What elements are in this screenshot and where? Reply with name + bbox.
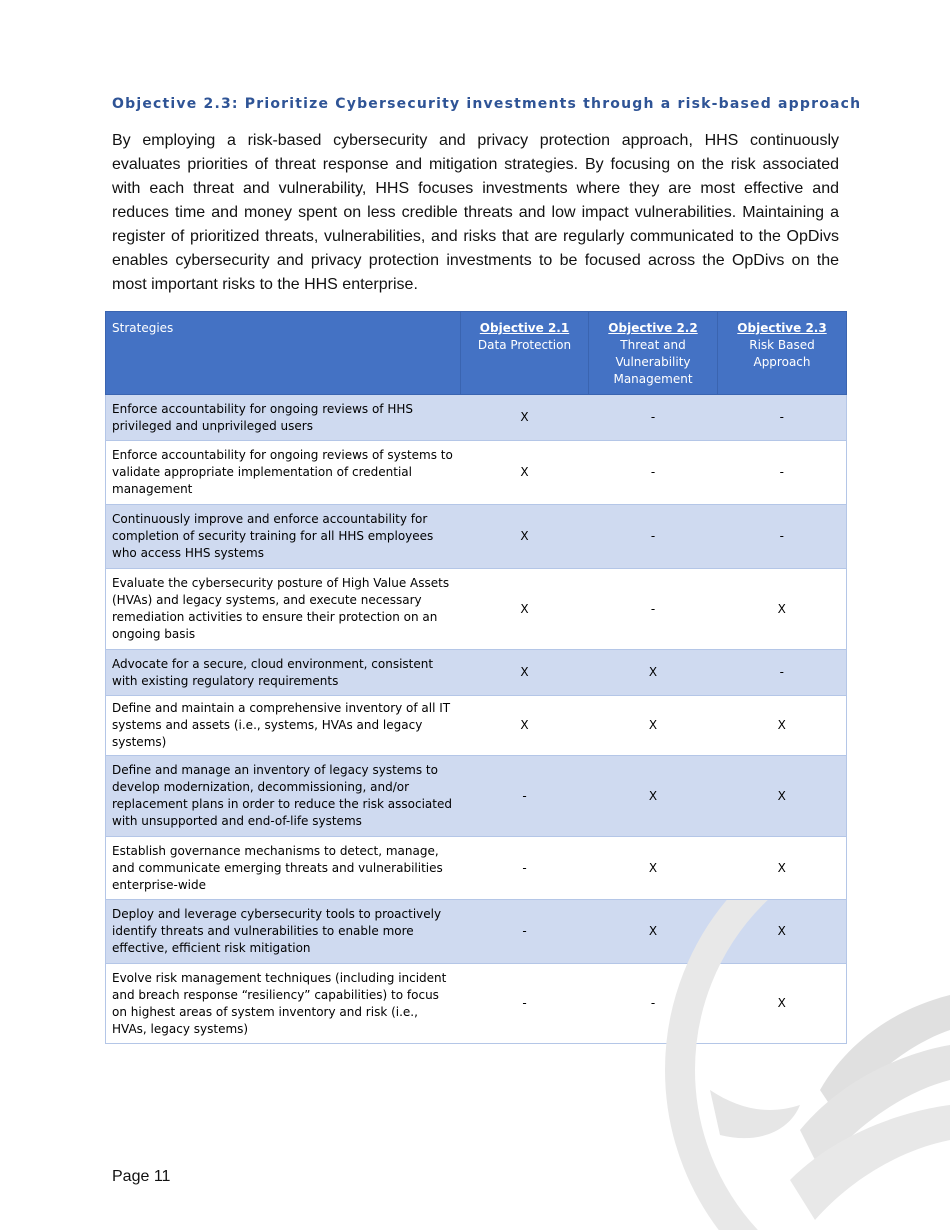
objective-2-3-mark: - [779, 410, 784, 424]
objective-2-2-mark: - [650, 601, 656, 616]
objective-2-3-mark: - [779, 465, 784, 479]
objective-2-1-mark: X [520, 465, 529, 479]
table-row [106, 837, 847, 900]
table-row [106, 696, 847, 756]
objective-subtitle: Risk Based Approach [749, 338, 815, 369]
objective-2-3-mark: X [777, 718, 786, 732]
strategy-cell: Advocate for a secure, cloud environment, consistent with existing regulatory requirements [112, 656, 434, 688]
strategy-cell: Establish governance mechanisms to detect, manage, and communicate emerging threats and vulnerabilities enterprise-wide [112, 843, 443, 892]
objective-2-2-mark: - [650, 465, 656, 479]
page-number: Page 11 [112, 1168, 171, 1185]
objective-2-3-mark: X [777, 924, 786, 938]
objective-2-1-mark: - [522, 924, 527, 938]
table-row [106, 395, 847, 441]
objective-2-2-mark: X [648, 860, 658, 875]
header-objective-2-1 [461, 312, 589, 395]
strategy-cell: Define and manage an inventory of legacy systems to develop modernization, decommissioning, and/or replacement plans in order to reduce the risk associated with unsupported and end-of-life systems [112, 763, 452, 828]
objective-2-2-mark: - [650, 996, 656, 1010]
objective-2-1-mark: - [522, 996, 527, 1010]
objective-title: Objective 2.2 [608, 321, 698, 335]
objective-2-1-mark: X [520, 529, 529, 543]
objective-2-3-mark: X [777, 601, 786, 616]
objective-2-3-mark: - [779, 529, 784, 543]
objective-2-2-mark: X [648, 924, 658, 938]
objective-2-1-mark: X [520, 410, 529, 424]
objective-2-3-mark: X [777, 860, 786, 875]
intro-paragraph: By employing a risk-based cybersecurity and privacy protection approach, HHS continuously evaluates priorities of threat response and mitigation strategies. By focusing on the risk associated with each threat and vulnerability, HHS focuses investments where they are most effective and reduces time and money spent on less credible threats and low impact vulnerabilities. Maintaining a register of prioritized threats, vulnerabilities, and risks that are regularly communicated to the OpDivs enables cybersecurity and privacy protection investments to be focused across the OpDivs on the most important risks to the HHS enterprise. [112, 132, 839, 293]
objective-2-2-mark: X [648, 665, 658, 679]
table-row [106, 569, 847, 650]
header-strategies: Strategies [106, 312, 461, 395]
objective-2-1-mark: - [522, 860, 527, 875]
strategy-cell: Evolve risk management techniques (including incident and breach response “resiliency” capabilities) to focus on highest areas of system inventory and risk (i.e., HVAs, legacy systems) [112, 970, 447, 1036]
objective-2-2-mark: - [650, 410, 656, 424]
objective-2-1-mark: - [522, 788, 527, 803]
table-row [106, 756, 847, 837]
table-row [106, 650, 847, 696]
table-row [106, 505, 847, 569]
strategy-cell: Enforce accountability for ongoing reviews of HHS privileged and unprivileged users [112, 401, 414, 433]
objective-2-1-mark: X [520, 718, 529, 732]
objective-title: Objective 2.1 [479, 321, 570, 335]
hhs-seal-watermark [600, 900, 950, 1230]
header-objective-2-3 [718, 312, 847, 395]
objective-2-3-mark: X [777, 996, 786, 1010]
section-heading: Objective 2.3: Prioritize Cybersecurity investments through a risk-based approach [112, 96, 862, 112]
strategy-cell: Enforce accountability for ongoing reviews of systems to validate appropriate implementation of credential management [112, 448, 453, 496]
objective-subtitle: Threat and Vulnerability Management [613, 338, 693, 386]
strategy-cell: Deploy and leverage cybersecurity tools to proactively identify threats and vulnerabilities to enable more effective, efficient risk mitigation [112, 907, 442, 955]
objective-2-2-mark: - [650, 529, 656, 543]
objective-title: Objective 2.3 [737, 321, 827, 335]
objective-2-2-mark: X [648, 788, 658, 803]
objective-2-3-mark: X [777, 788, 786, 803]
objective-2-3-mark: - [779, 665, 784, 679]
objective-2-1-mark: X [520, 665, 529, 679]
strategy-cell: Define and maintain a comprehensive inventory of all IT systems and assets (i.e., systems, HVAs and legacy systems) [112, 701, 451, 749]
objective-2-1-mark: X [520, 601, 529, 616]
strategy-cell: Continuously improve and enforce accountability for completion of security training for all HHS employees who access HHS systems [112, 512, 434, 560]
table-row [106, 441, 847, 505]
strategy-cell: Evaluate the cybersecurity posture of High Value Assets (HVAs) and legacy systems, and execute necessary remediation activities to ensure their protection on an ongoing basis [112, 576, 450, 641]
objective-2-2-mark: X [648, 718, 658, 732]
table-header-row [106, 312, 847, 395]
objective-subtitle: Data Protection [477, 338, 572, 352]
header-objective-2-2 [589, 312, 718, 395]
